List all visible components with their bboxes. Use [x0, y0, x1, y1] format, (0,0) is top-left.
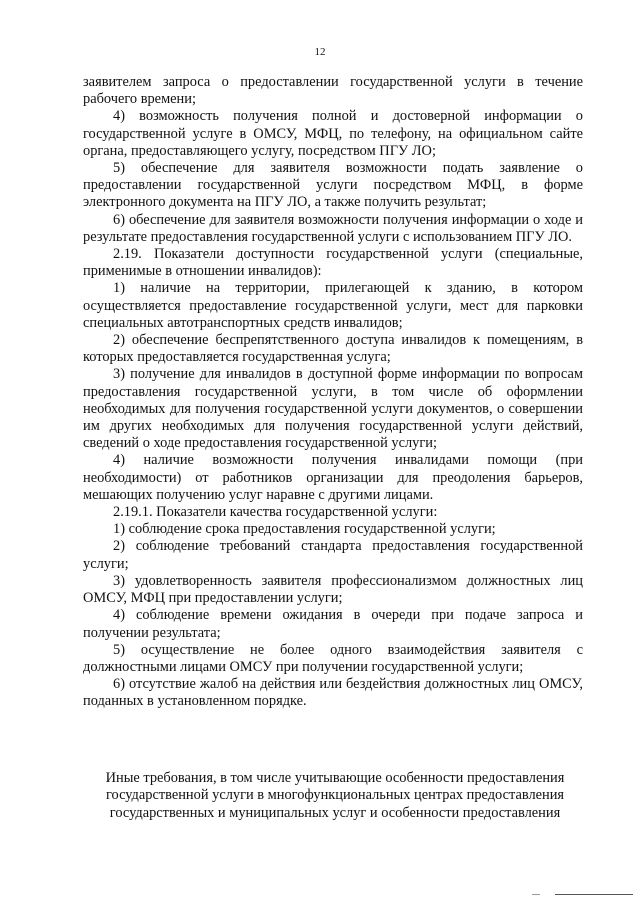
paragraph: заявителем запроса о предоставлении государственной услуги в течение рабочего времени; — [83, 74, 583, 108]
paragraph: 2.19.1. Показатели качества государственной услуги: — [113, 504, 438, 521]
paragraph: 5) обеспечение для заявителя возможности подать заявление о предоставлении государственной услуги посредством МФЦ, в форме электронного документа на ПГУ ЛО, а также получить результат; — [83, 160, 583, 211]
paragraph: 2) соблюдение требований стандарта предоставления государственной услуги; — [83, 538, 583, 572]
paragraph: 6) отсутствие жалоб на действия или бездействия должностных лиц ОМСУ, поданных в установленном порядке. — [83, 676, 583, 710]
heading-line: государственных и муниципальных услуг и особенности предоставления — [109, 804, 561, 821]
document-body — [83, 74, 583, 711]
paragraph: 1) соблюдение срока предоставления государственной услуги; — [113, 521, 496, 538]
paragraph: 6) обеспечение для заявителя возможности получения информации о ходе и результате предоставления государственной услуги с использованием ПГУ ЛО. — [83, 211, 583, 245]
section-heading — [70, 770, 600, 822]
heading-line: государственной услуги в многофункциональных центрах предоставления — [105, 787, 565, 804]
paragraph: 2) обеспечение беспрепятственного доступа инвалидов к помещениям, в которых предоставляется государственная услуга; — [83, 332, 583, 366]
paragraph: 4) возможность получения полной и достоверной информации о государственной услуге в ОМСУ, МФЦ, по телефону, на официальном сайте органа, предоставляющего услугу, посредством ПГУ ЛО; — [83, 108, 583, 159]
paragraph: 4) соблюдение времени ожидания в очереди при подаче запроса и получении результата; — [83, 607, 583, 641]
scan-artifact-line — [555, 894, 633, 895]
paragraph: 1) наличие на территории, прилегающей к зданию, в котором осуществляется предоставление государственной услуги, мест для парковки специальных автотранспортных средств инвалидов; — [83, 280, 583, 331]
heading-line: Иные требования, в том числе учитывающие особенности предоставления — [105, 770, 565, 786]
paragraph: 4) наличие возможности получения инвалидами помощи (при необходимости) от работников организации для преодоления барьеров, мешающих получению услуг наравне с другими лицами. — [83, 452, 583, 503]
paragraph: 3) удовлетворенность заявителя профессионализмом должностных лиц ОМСУ, МФЦ при предоставлении услуги; — [83, 572, 583, 607]
paragraph: 5) осуществление не более одного взаимодействия заявителя с должностными лицами ОМСУ при получении государственной услуги; — [83, 641, 583, 675]
paragraph: 3) получение для инвалидов в доступной форме информации по вопросам предоставления государственной услуги, в том числе об оформлении необходимых для получения государственной услуги документов, о совершении им других необходимых для получения государственной услуги действий, сведений о ходе предоставления государственной услуги; — [83, 366, 583, 452]
paragraph: 2.19. Показатели доступности государственной услуги (специальные, применимые в отношении инвалидов): — [83, 246, 583, 280]
page-number: 12 — [314, 46, 326, 58]
scan-artifact-dots — [532, 894, 540, 895]
